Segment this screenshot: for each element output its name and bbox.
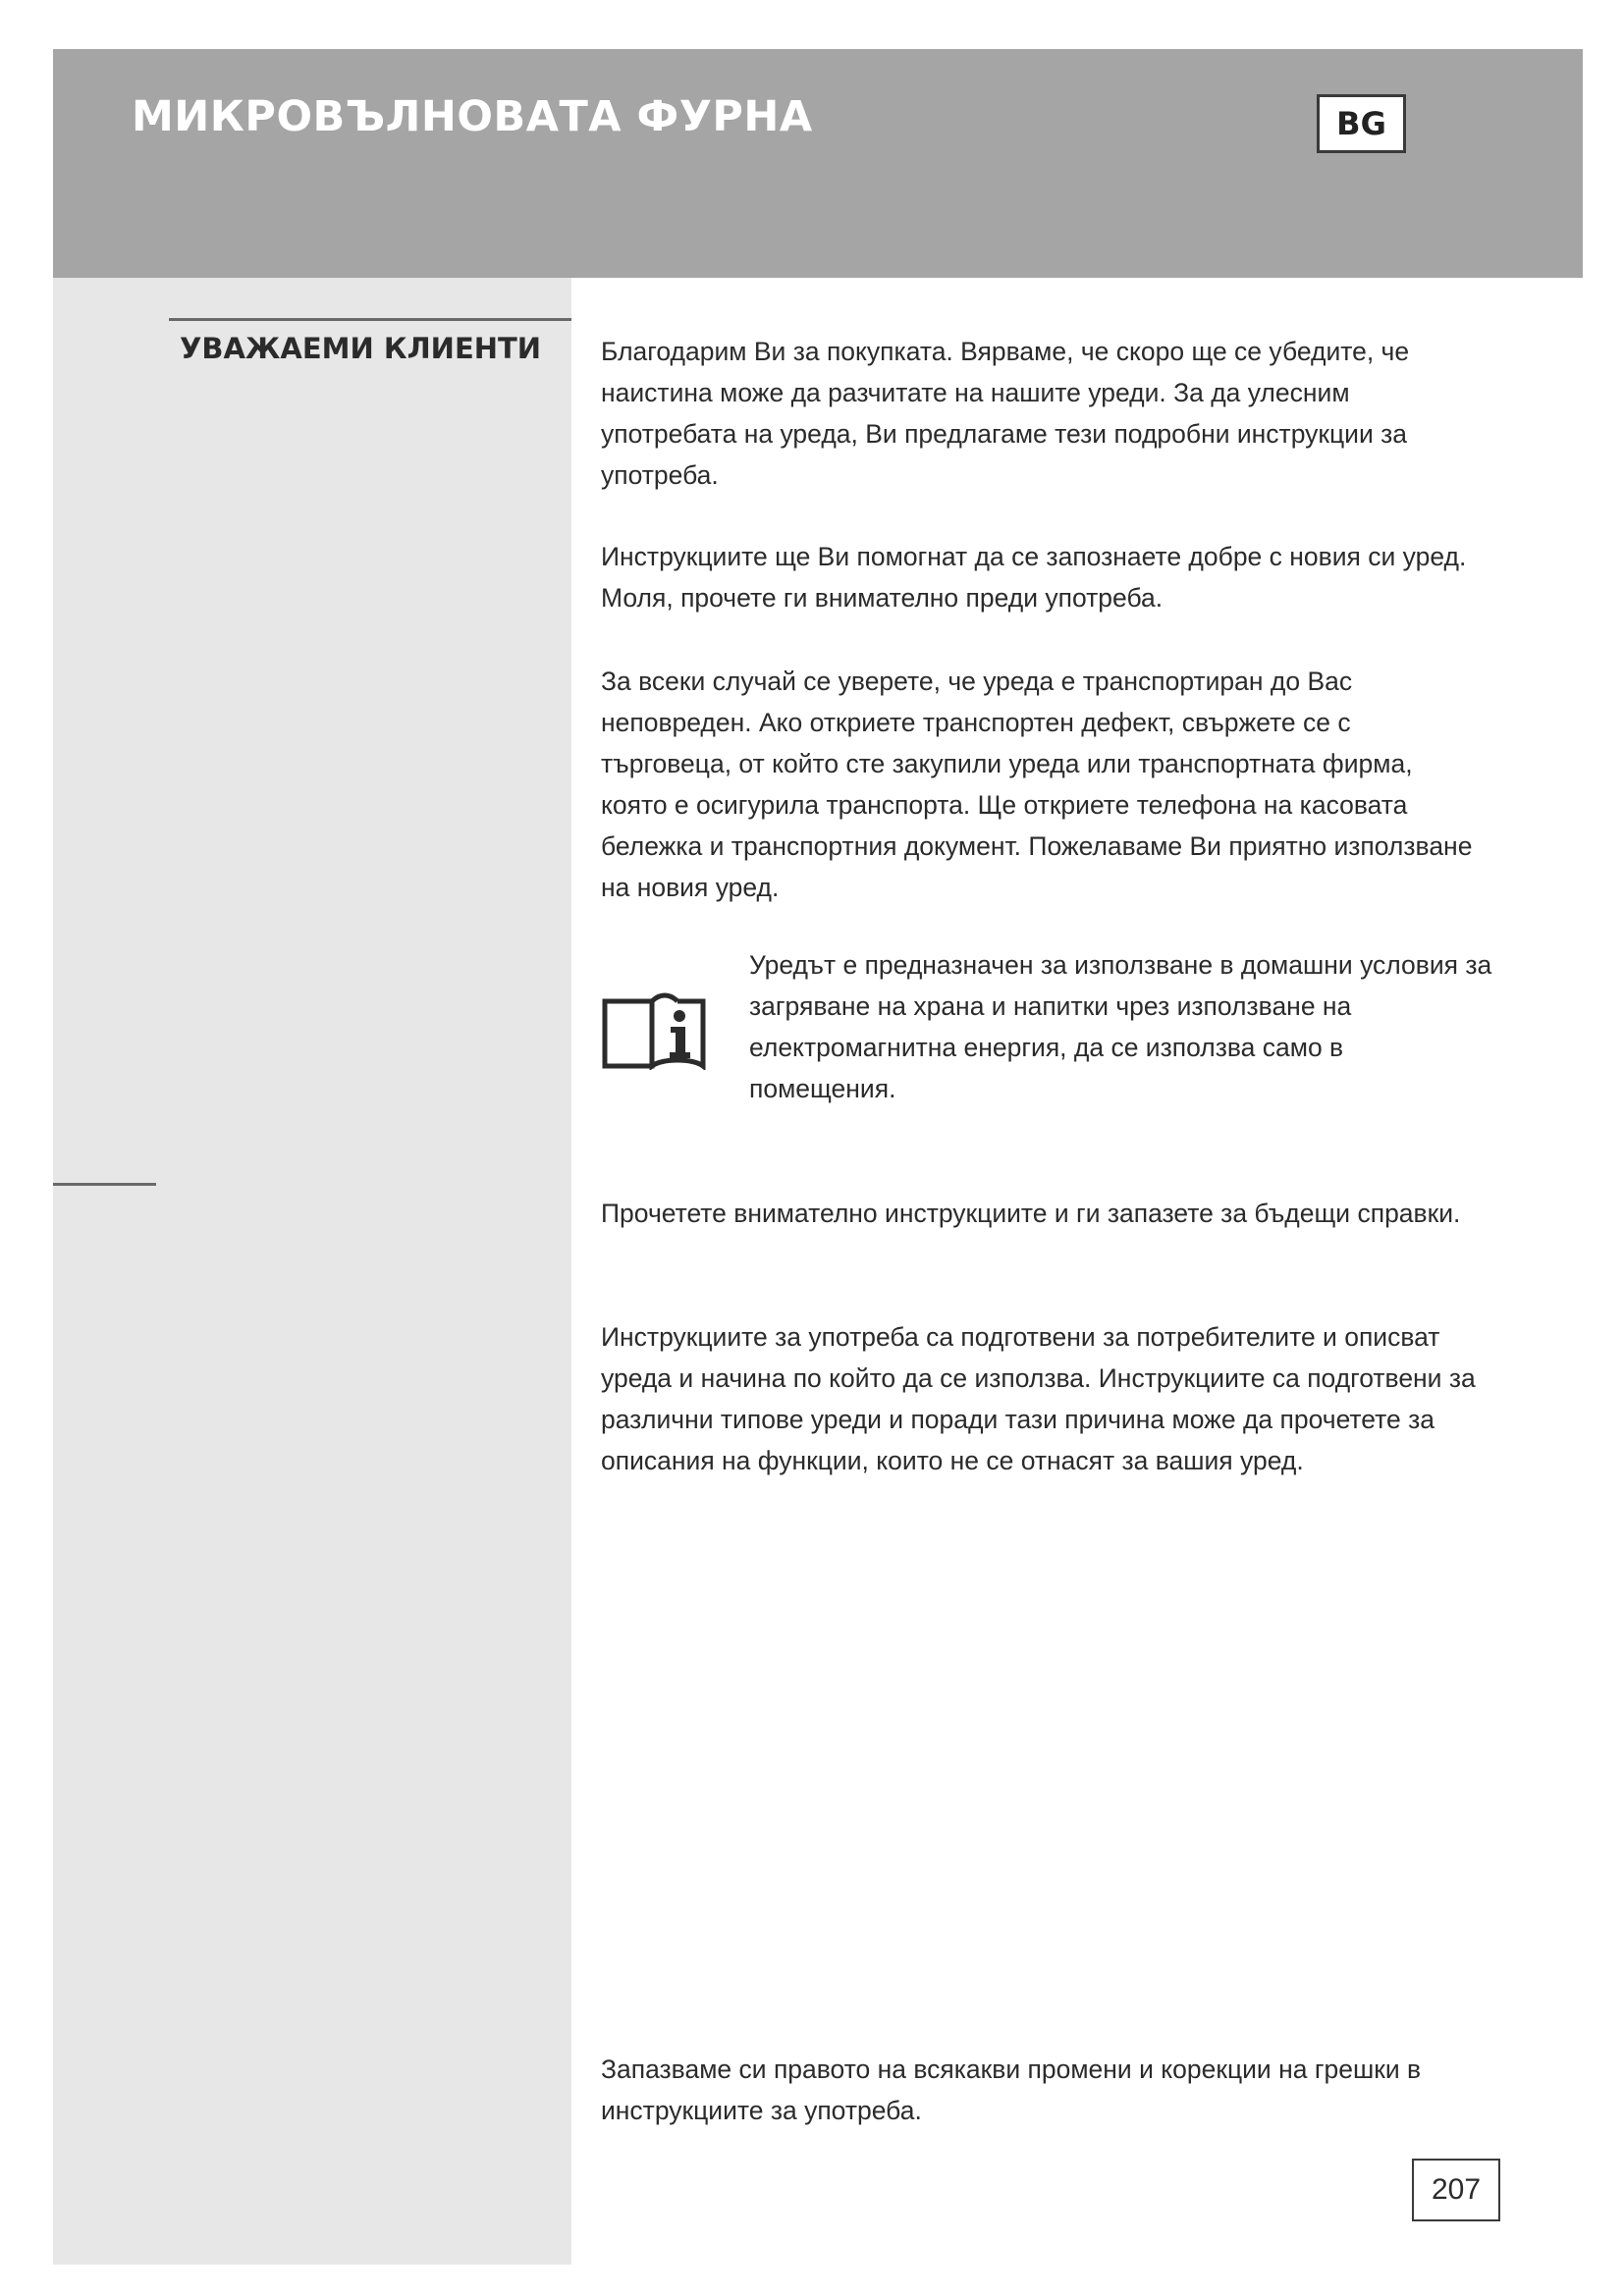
paragraph-transport-check: За всеки случай се уверете, че уреда е транспортиран до Вас неповреден. Ако откриете транспортен дефект, свържете се с търговеца, от който сте закупили уреда или транспортната фирма, която е осигурила транспорта. Ще откриете телефона на касовата бележка и транспортния документ. Пожелаваме Ви приятно използване на новия уред. (601, 667, 1473, 902)
info-note: Уредът е предназначен за използване в домашни условия за загряване на храна и напитки чрез използване на електромагнитна енергия, да се използва само в помещения. (749, 950, 1492, 1103)
paragraph-keep-instructions: Прочетете внимателно инструкциите и ги запазете за бъдещи справки. (601, 1199, 1461, 1228)
page-title: МИКРОВЪЛНОВАТА ФУРНА (132, 92, 813, 141)
paragraph-instructions-help: Инструкциите ще Ви помогнат да се запознаете добре с новия си уред. Моля, прочете ги внимателно преди употреба. (601, 542, 1467, 613)
sidebar-marker (53, 1183, 156, 1186)
header-band (53, 49, 1583, 278)
paragraph-instructions-scope: Инструкциите за употреба са подготвени за потребителите и описват уреда и начина по който да се използва. Инструкциите са подготвени за различни типове уреди и поради тази причина може да прочетете за описания на функции, които не се отнасят за вашия уред. (601, 1322, 1476, 1475)
paragraph-thanks: Благодарим Ви за покупката. Вярваме, че скоро ще се убедите, че наистина може да разчитате на нашите уреди. За да улесним употребата на уреда, Ви предлагаме тези подробни инструкции за употреба. (601, 337, 1410, 490)
page-number: 207 (1412, 2159, 1500, 2221)
sidebar-heading-rule (169, 318, 571, 321)
sidebar (53, 278, 571, 2265)
language-badge: BG (1317, 94, 1406, 153)
sidebar-heading: УВАЖАЕМИ КЛИЕНТИ (180, 332, 542, 365)
paragraph-rights-reserved: Запазваме си правото на всякакви промени и корекции на грешки в инструкциите за употреба. (601, 2055, 1422, 2125)
manual-info-icon (601, 991, 709, 1070)
